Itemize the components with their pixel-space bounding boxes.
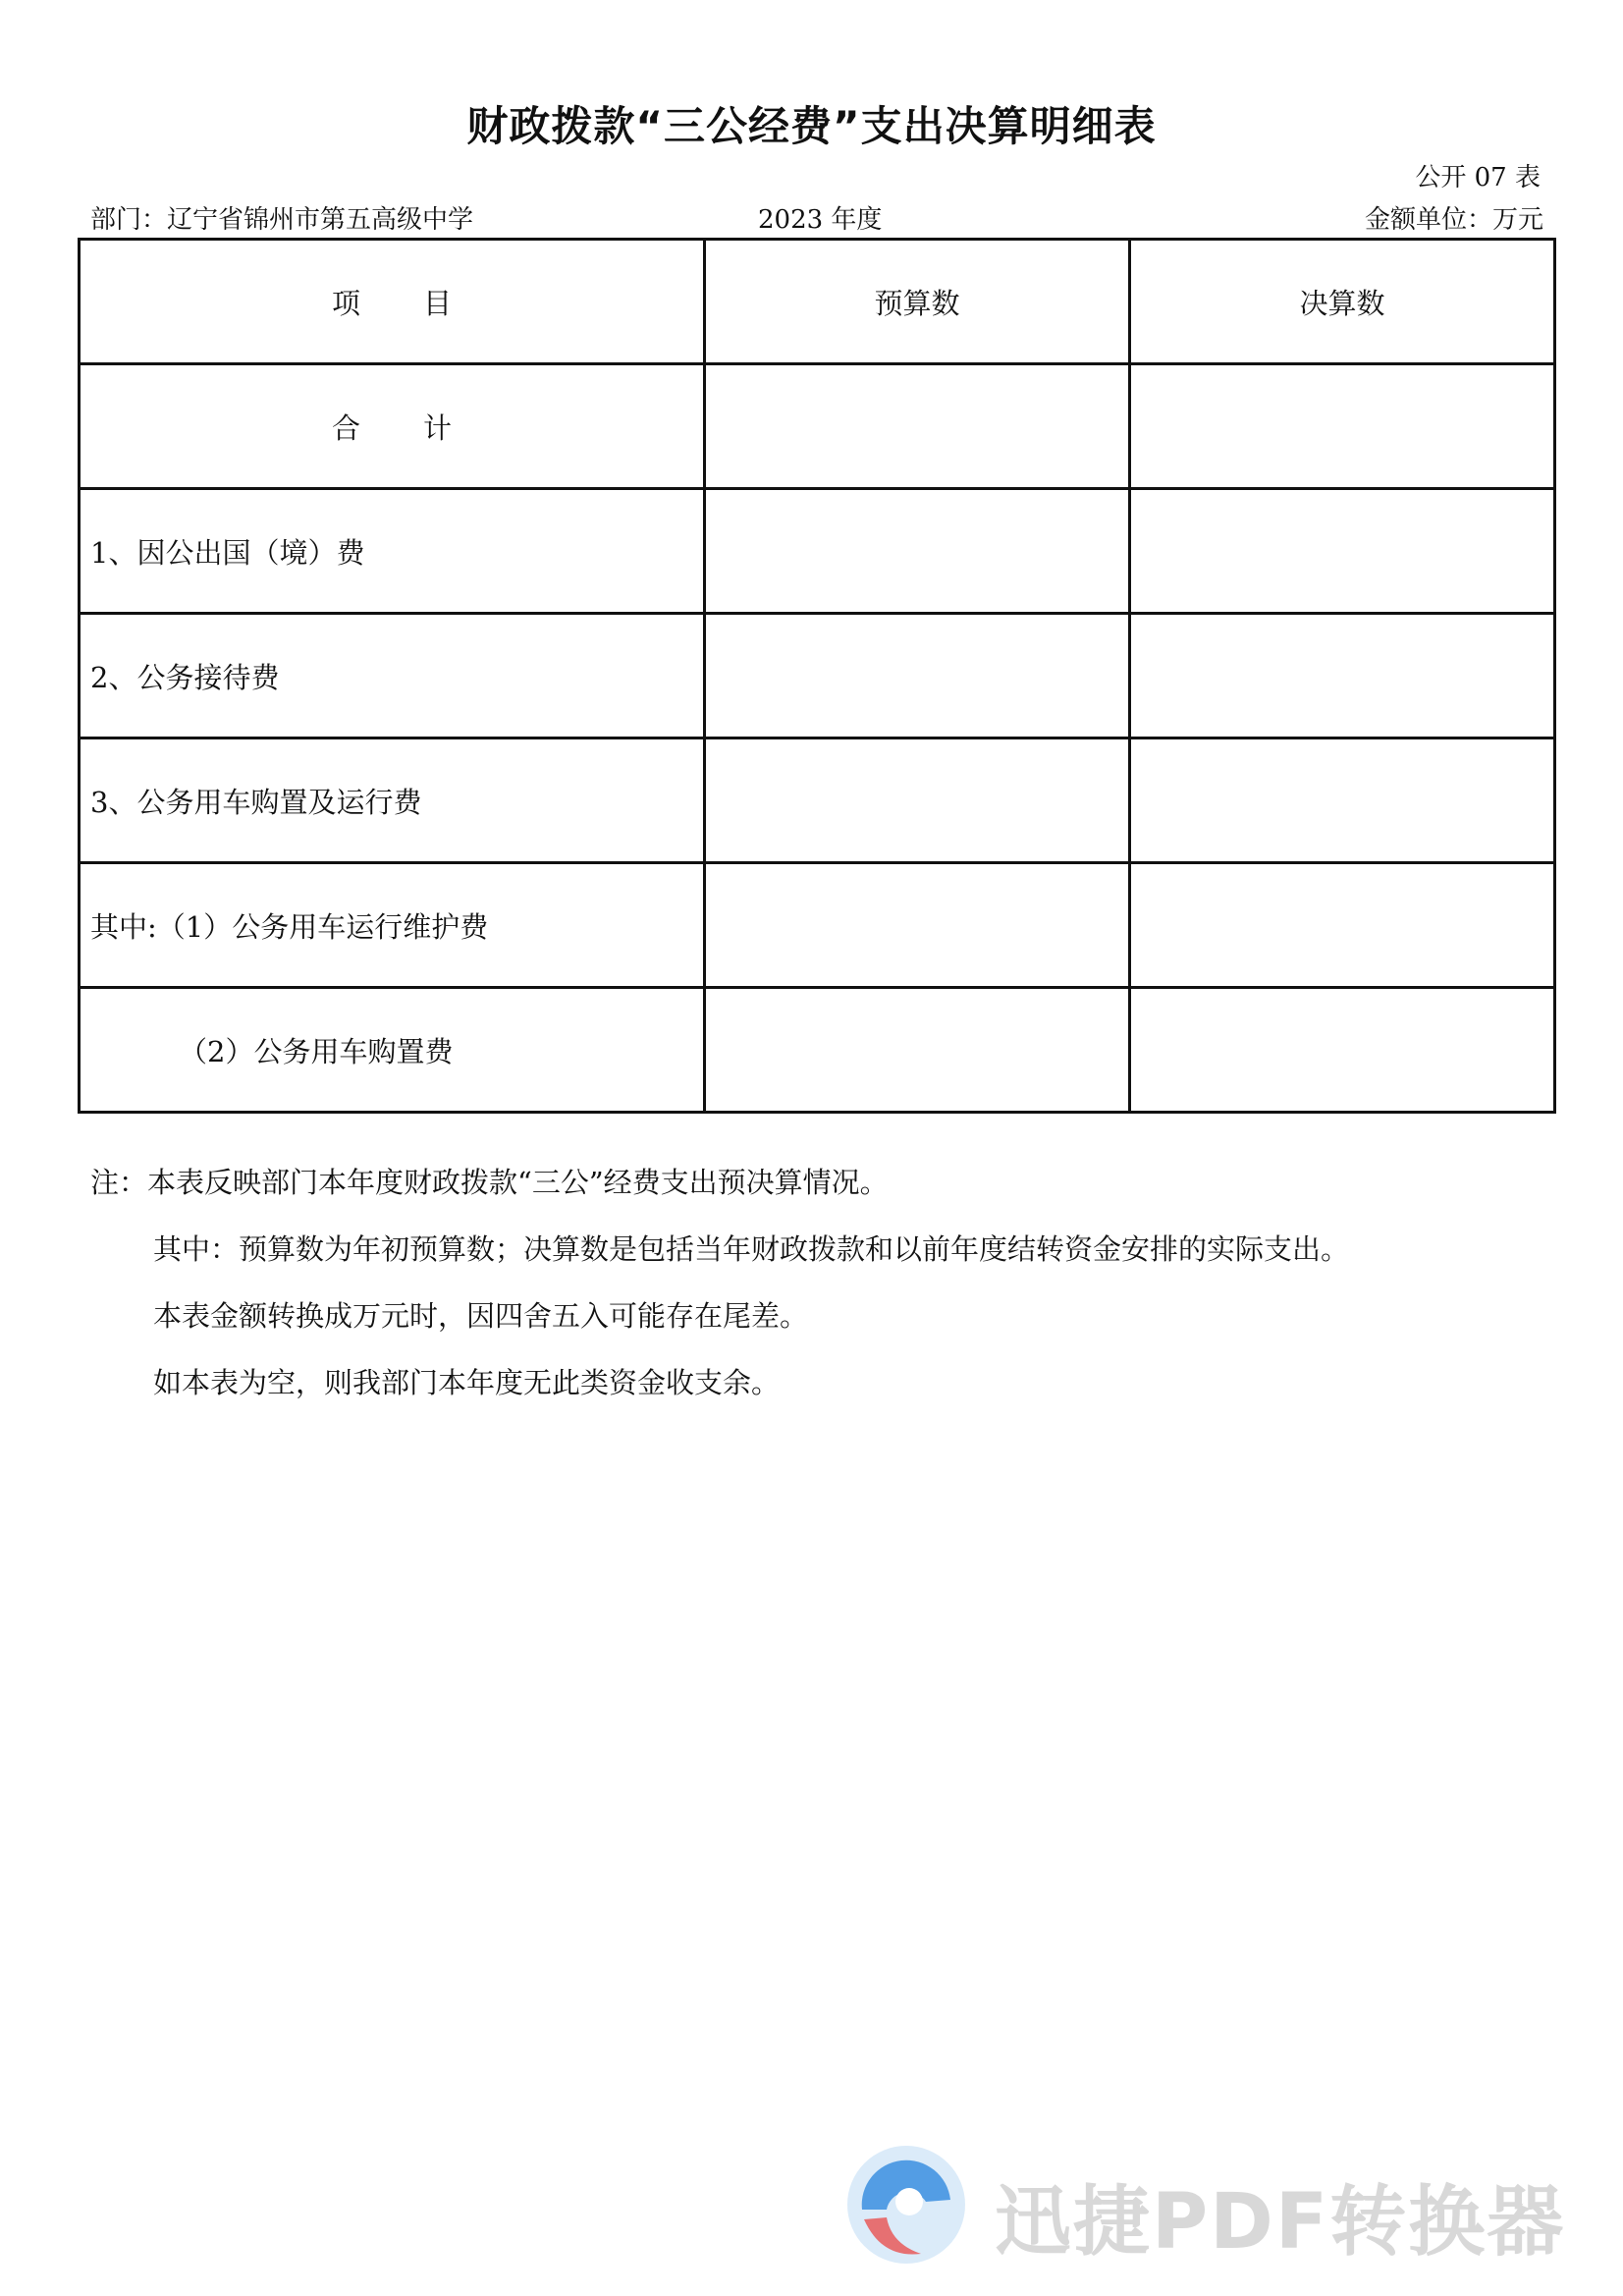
- header-item-a: 项: [331, 286, 360, 320]
- total-label: [80, 364, 705, 489]
- row-final-cell: [1130, 738, 1555, 863]
- watermark-text: 迅捷PDF转换器: [995, 2178, 1566, 2267]
- unit-label: 金额单位：万元: [1364, 205, 1543, 235]
- row-final-cell: [1130, 863, 1555, 988]
- table-row: [80, 863, 1555, 988]
- note-line: 其中：预算数为年初预算数；决算数是包括当年财政拨款和以前年度结转资金安排的实际支出。: [153, 1232, 1350, 1266]
- row-budget-cell: [705, 863, 1130, 988]
- row-final-cell: [1130, 489, 1555, 614]
- note-line: 本表金额转换成万元时，因四舍五入可能存在尾差。: [153, 1299, 809, 1333]
- row-label: 2、公务接待费: [80, 614, 705, 738]
- converter-logo-icon: [842, 2141, 970, 2269]
- total-final-cell: [1130, 364, 1555, 489]
- year-label: 2023 年度: [758, 205, 883, 235]
- form-code: 公开 07 表: [1415, 163, 1541, 192]
- table-row: [80, 988, 1555, 1113]
- page-title: 财政拨款“三公经费”支出决算明细表: [466, 102, 1157, 150]
- row-label: 1、因公出国（境）费: [80, 489, 705, 614]
- table-row: [80, 489, 1555, 614]
- total-label-a: 合: [331, 410, 360, 445]
- note-line: 如本表为空，则我部门本年度无此类资金收支余。: [153, 1366, 781, 1399]
- header-final: 决算数: [1130, 240, 1555, 364]
- header-row: [80, 240, 1555, 364]
- table-row: [80, 738, 1555, 863]
- row-final-cell: [1130, 614, 1555, 738]
- total-budget-cell: [705, 364, 1130, 489]
- row-final-cell: [1130, 988, 1555, 1113]
- row-budget-cell: [705, 738, 1130, 863]
- row-label: 其中:（1）公务用车运行维护费: [80, 863, 705, 988]
- header-item: [80, 240, 705, 364]
- header-item-b: 目: [423, 286, 453, 320]
- row-label: （2）公务用车购置费: [80, 988, 705, 1113]
- department-label: 部门：辽宁省锦州市第五高级中学: [90, 205, 474, 235]
- table-row: [80, 614, 1555, 738]
- watermark: [842, 2141, 1589, 2269]
- total-label-b: 计: [423, 410, 453, 445]
- notes-block: [90, 1149, 1349, 1416]
- header-budget: 预算数: [705, 240, 1130, 364]
- expenditure-table: [78, 238, 1556, 1114]
- note-line: 注：本表反映部门本年度财政拨款“三公”经费支出预决算情况。: [90, 1166, 889, 1199]
- row-budget-cell: [705, 614, 1130, 738]
- row-budget-cell: [705, 988, 1130, 1113]
- row-label: 3、公务用车购置及运行费: [80, 738, 705, 863]
- total-row: [80, 364, 1555, 489]
- row-budget-cell: [705, 489, 1130, 614]
